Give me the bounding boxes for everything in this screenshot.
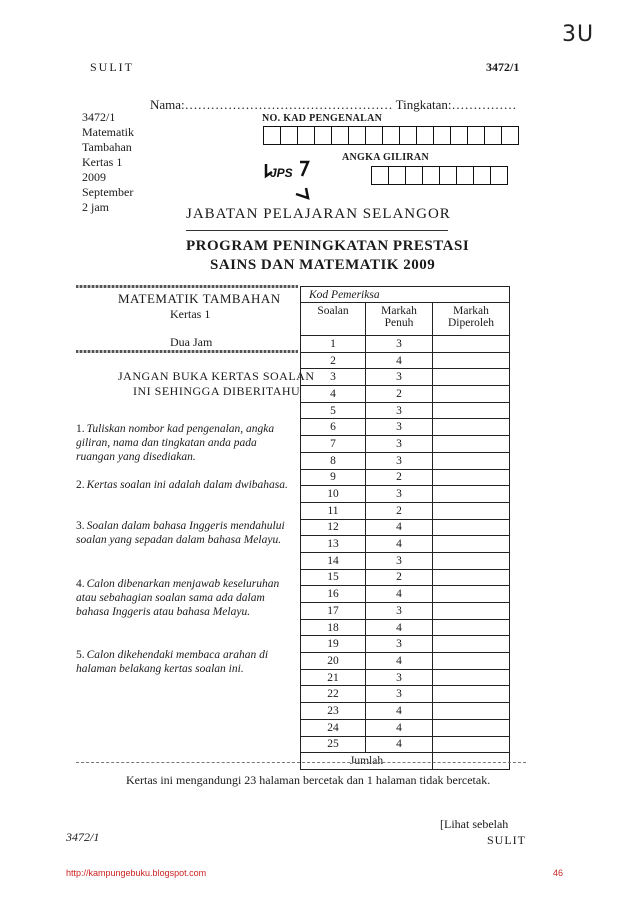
marks-obtained-cell [433,386,510,403]
digit-box [491,167,507,184]
page-number: 46 [553,868,564,878]
table-row [301,736,510,753]
digit-box [400,127,417,144]
digit-box [457,167,474,184]
question-number: 14 [301,552,366,569]
question-number: 25 [301,736,366,753]
agency-name: JABATAN PELAJARAN SELANGOR [186,206,451,222]
digit-box [485,127,502,144]
marks-obtained-cell [433,336,510,353]
question-number: 2 [301,352,366,369]
question-number: 16 [301,586,366,603]
table-row [301,436,510,453]
question-number: 18 [301,619,366,636]
table-row [301,619,510,636]
header-marks-obtained: Markah Diperoleh [433,303,510,336]
marks-obtained-cell [433,569,510,586]
classification-top: SULIT [90,60,134,74]
full-marks: 3 [366,452,433,469]
question-number: 17 [301,603,366,620]
logo-text: JPS [270,166,293,180]
digit-box [440,167,457,184]
table-row [301,552,510,569]
table-row [301,686,510,703]
index-number-label: ANGKA GILIRAN [342,152,429,163]
question-number: 1 [301,336,366,353]
program-title-line-1: PROGRAM PENINGKATAN PRESTASI [186,238,470,254]
full-marks: 4 [366,736,433,753]
marks-obtained-cell [433,686,510,703]
full-marks: 2 [366,469,433,486]
question-number: 10 [301,486,366,503]
paper-info-line: 3472/1 [82,110,116,124]
paper-info-line: Matematik [82,125,134,139]
table-row [301,703,510,720]
program-title-line-2: SAINS DAN MATEMATIK 2009 [210,257,436,273]
digit-box [298,127,315,144]
digit-box [264,127,281,144]
hatched-divider [76,350,298,353]
full-marks: 2 [366,502,433,519]
instruction-item: 2. Kertas soalan ini adalah dalam dwibahasa. [76,479,288,491]
marks-obtained-cell [433,636,510,653]
full-marks: 4 [366,519,433,536]
table-row [301,653,510,670]
table-row [301,636,510,653]
digit-box [315,127,332,144]
digit-box [383,127,400,144]
warning-line-2: INI SEHINGGA DIBERITAHU [133,384,301,398]
full-marks: 3 [366,603,433,620]
marks-obtained-cell [433,502,510,519]
table-row [301,536,510,553]
paper-info-block [82,110,134,215]
marks-obtained-cell [433,736,510,753]
paper-info-line: 2 jam [82,200,109,214]
digit-box [349,127,366,144]
question-number: 11 [301,502,366,519]
table-row [301,452,510,469]
table-row [301,402,510,419]
table-row [301,352,510,369]
digit-box [468,127,485,144]
header-full-marks: Markah Penuh [366,303,433,336]
question-number: 23 [301,703,366,720]
instruction-item: 5. Calon dikehendaki membaca arahan di halaman belakang kertas soalan ini. [76,649,269,675]
marks-obtained-cell [433,352,510,369]
paper-info-line: Kertas 1 [82,155,123,169]
question-number: 22 [301,686,366,703]
header-question: Soalan [301,303,366,336]
footer-divider [76,762,526,763]
digit-box [389,167,406,184]
digit-box [474,167,491,184]
digit-box [451,127,468,144]
marks-obtained-cell [433,603,510,620]
paper-info-line: September [82,185,134,199]
table-row [301,386,510,403]
table-row [301,469,510,486]
turn-over-note: [Lihat sebelah [440,817,509,831]
question-number: 5 [301,402,366,419]
marks-obtained-cell [433,452,510,469]
question-number: 7 [301,436,366,453]
paper-number: Kertas 1 [170,307,211,321]
paper-info-line: 2009 [82,170,106,184]
candidate-name-field: Nama:………………………………………… Tingkatan:…………… [150,97,517,112]
marks-obtained-cell [433,552,510,569]
marks-obtained-cell [433,669,510,686]
marks-obtained-cell [433,619,510,636]
question-number: 19 [301,636,366,653]
table-header-row [301,303,510,336]
full-marks: 4 [366,653,433,670]
paper-code-top: 3472/1 [486,60,520,74]
hatched-divider [76,285,298,288]
total-label: Jumlah [301,753,433,770]
examiner-code-label: Kod Pemeriksa [301,287,510,303]
question-number: 20 [301,653,366,670]
table-row [301,669,510,686]
digit-box [281,127,298,144]
digit-box [406,167,423,184]
paper-code-bottom: 3472/1 [66,830,100,844]
table-row [301,569,510,586]
instruction-item: 1. Tuliskan nombor kad pengenalan, angka giliran, nama dan tingkatan anda pada ruangan yang disediakan. [76,423,275,463]
marks-obtained-cell [433,536,510,553]
marks-obtained-cell [433,486,510,503]
instruction-item: 3. Soalan dalam bahasa Inggeris mendahului soalan yang sepadan dalam bahasa Melayu. [76,520,285,546]
marks-obtained-cell [433,519,510,536]
exam-duration: Dua Jam [170,335,213,349]
question-number: 15 [301,569,366,586]
question-number: 12 [301,519,366,536]
marks-obtained-cell [433,469,510,486]
full-marks: 3 [366,436,433,453]
question-number: 9 [301,469,366,486]
marks-obtained-cell [433,719,510,736]
index-number-boxes [371,166,508,185]
full-marks: 2 [366,386,433,403]
marks-obtained-cell [433,586,510,603]
table-row [301,719,510,736]
question-number: 21 [301,669,366,686]
question-number: 4 [301,386,366,403]
marks-obtained-cell [433,402,510,419]
digit-box [366,127,383,144]
full-marks: 3 [366,636,433,653]
table-row [301,519,510,536]
question-number: 13 [301,536,366,553]
digit-box [434,127,451,144]
full-marks: 4 [366,586,433,603]
full-marks: 3 [366,402,433,419]
table-row [301,586,510,603]
full-marks: 3 [366,669,433,686]
table-row [301,502,510,519]
full-marks: 3 [366,486,433,503]
marks-obtained-cell [433,369,510,386]
page-count-note: Kertas ini mengandungi 23 halaman bercetak dan 1 halaman tidak bercetak. [126,773,491,787]
full-marks: 4 [366,703,433,720]
digit-box [372,167,389,184]
marks-obtained-cell [433,419,510,436]
source-url: http://kampungebuku.blogspot.com [66,868,207,878]
full-marks: 4 [366,619,433,636]
question-number: 3 [301,369,366,386]
question-number: 24 [301,719,366,736]
digit-box [423,167,440,184]
ic-number-boxes [263,126,519,145]
full-marks: 3 [366,419,433,436]
handwritten-mark: 3U [562,22,595,47]
ic-number-label: NO. KAD PENGENALAN [262,113,383,124]
full-marks: 3 [366,686,433,703]
classification-bottom: SULIT [487,833,526,847]
paper-info-line: Tambahan [82,140,132,154]
digit-box [502,127,518,144]
marks-obtained-cell [433,653,510,670]
full-marks: 4 [366,536,433,553]
warning-line-1: JANGAN BUKA KERTAS SOALAN [118,369,315,383]
marks-table [300,286,510,770]
full-marks: 4 [366,719,433,736]
subject-title: MATEMATIK TAMBAHAN [118,291,281,306]
table-row [301,603,510,620]
question-number: 6 [301,419,366,436]
table-row [301,369,510,386]
full-marks: 3 [366,336,433,353]
digit-box [417,127,434,144]
digit-box [332,127,349,144]
full-marks: 4 [366,352,433,369]
table-row [301,486,510,503]
table-row [301,336,510,353]
full-marks: 3 [366,552,433,569]
full-marks: 3 [366,369,433,386]
jps-logo-icon [252,158,322,202]
divider [186,230,448,231]
marks-obtained-cell [433,703,510,720]
marks-obtained-cell [433,436,510,453]
instruction-item: 4. Calon dibenarkan menjawab keseluruhan atau sebahagian soalan sama ada dalam bahasa Inggeris atau bahasa Melayu. [76,578,280,618]
question-number: 8 [301,452,366,469]
table-row [301,419,510,436]
full-marks: 2 [366,569,433,586]
